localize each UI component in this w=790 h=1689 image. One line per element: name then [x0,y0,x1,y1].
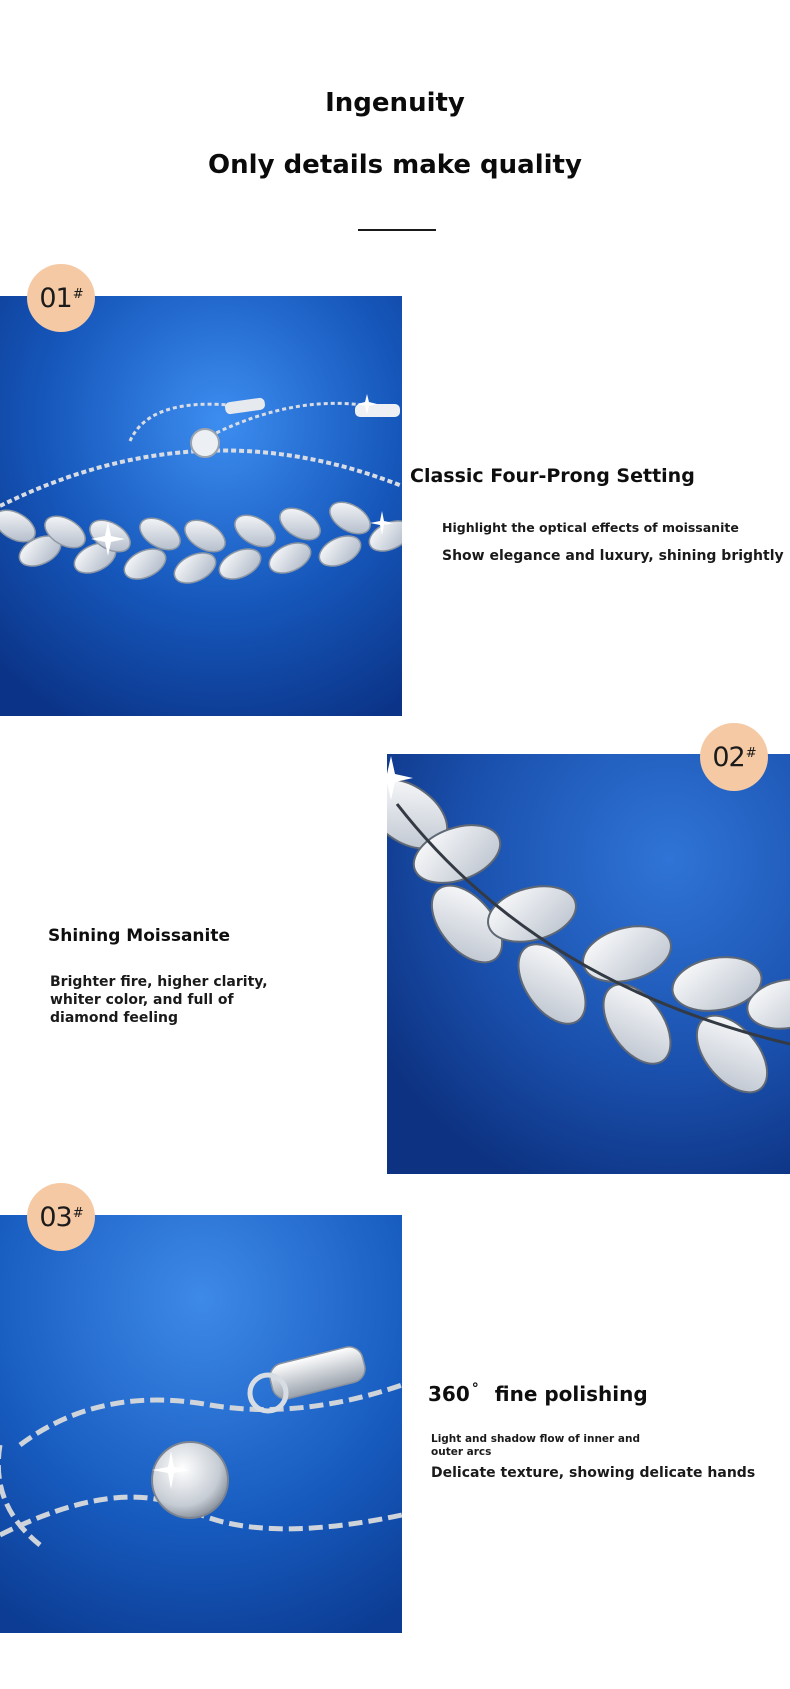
section-1-line-2: Show elegance and luxury, shining brightly [442,548,784,564]
section-1-heading: Classic Four-Prong Setting [410,465,695,487]
section-number-badge-01: 01 # [27,264,95,332]
section-3-line-1: Light and shadow flow of inner and outer arcs [431,1433,640,1458]
section-3-line-2: Delicate texture, showing delicate hands [431,1465,756,1481]
bracelet-photo-3 [0,1215,402,1633]
page-title: Ingenuity [325,88,465,118]
section-3-heading-number: 360 [428,1382,470,1406]
section-3-heading-text: fine polishing [494,1382,648,1406]
section-2-text: Brighter fire, higher clarity, whiter color, and full of diamond feeling [50,974,268,1026]
title-divider [358,229,436,231]
bracelet-photo-2 [387,754,790,1174]
section-number-badge-03: 03 # [27,1183,95,1251]
degree-symbol: ° [471,1381,479,1397]
bracelet-photo-1 [0,296,402,716]
page-subtitle: Only details make quality [208,150,582,180]
section-2-heading: Shining Moissanite [48,926,231,946]
section-1-line-1: Highlight the optical effects of moissanite [442,520,739,535]
section-number-badge-02: 02 # [700,723,768,791]
section-3-heading [428,1382,648,1406]
